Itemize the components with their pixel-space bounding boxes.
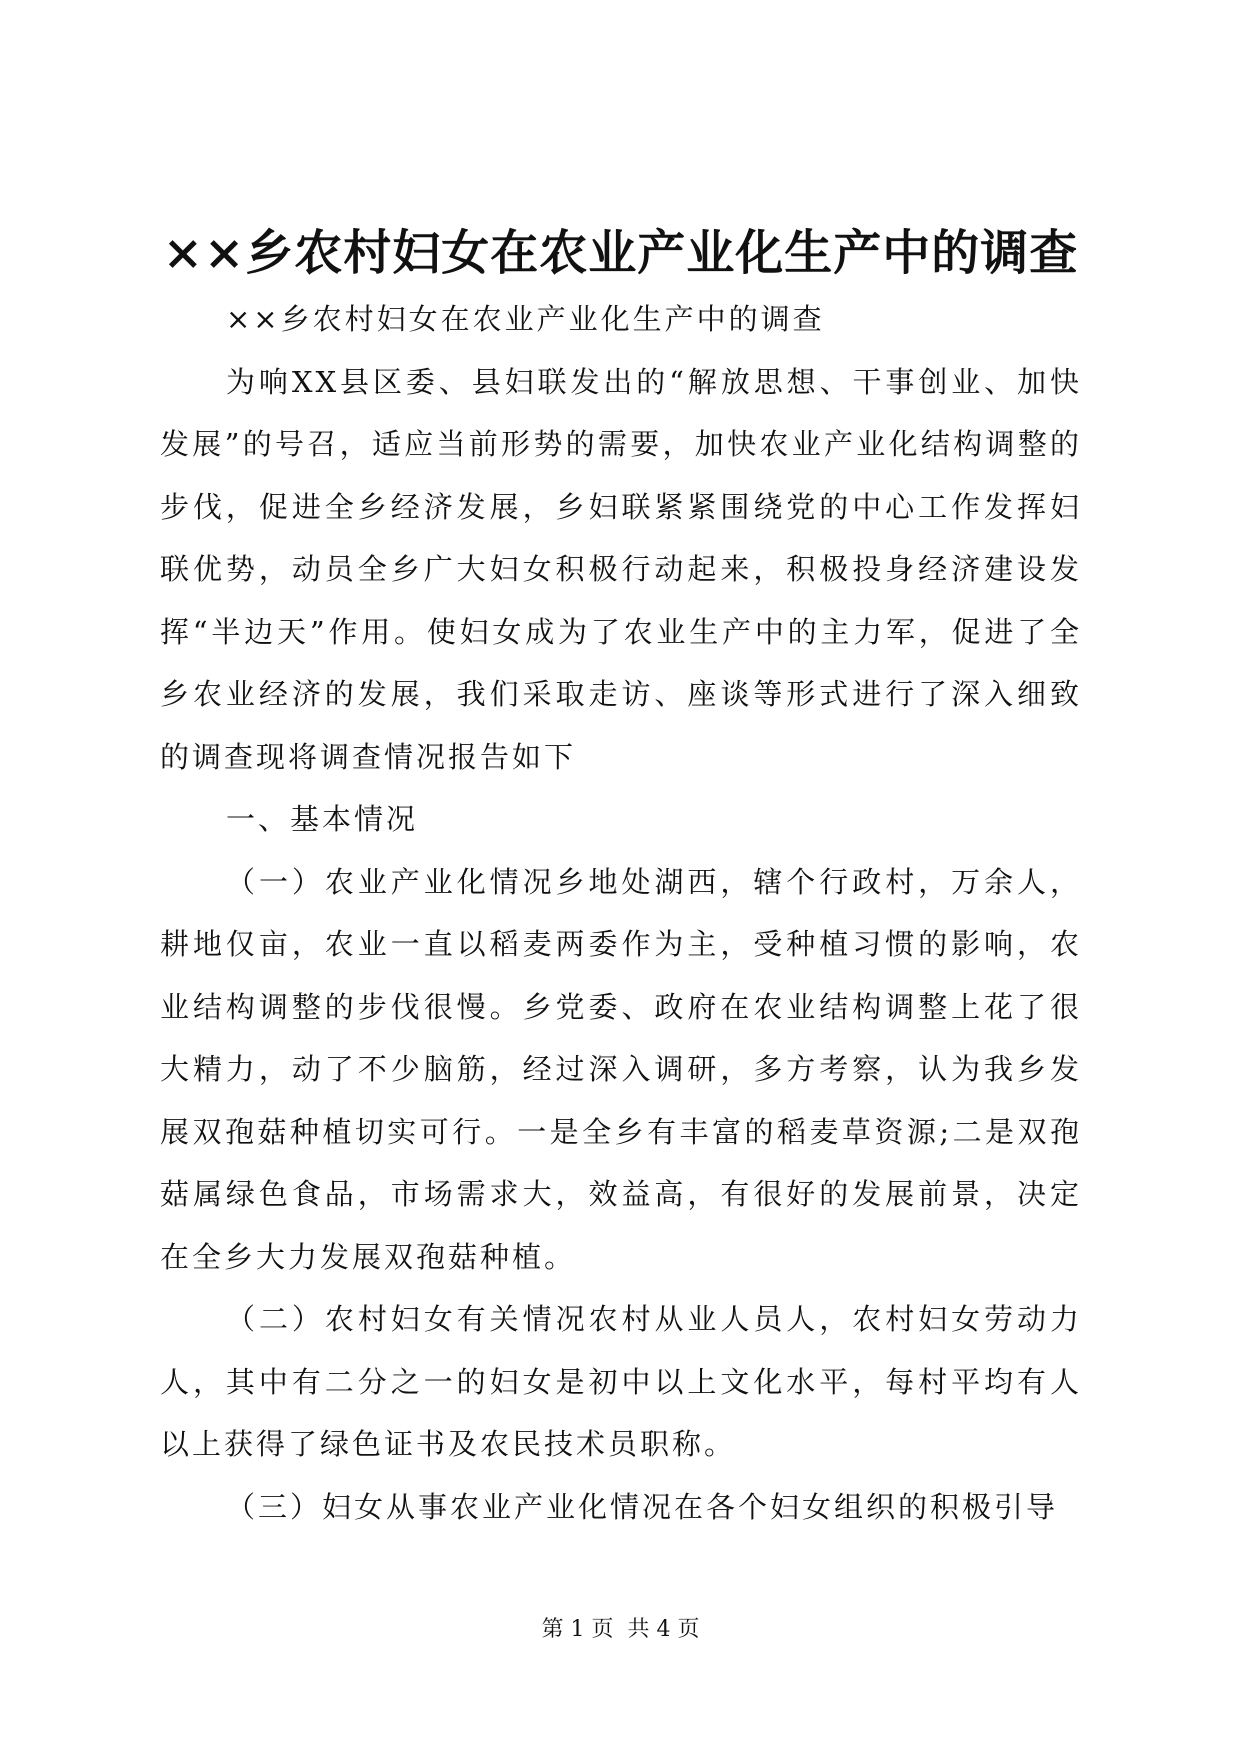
page-number-text: 第 1 页 共 4 页: [541, 1617, 700, 1642]
document-body: [160, 288, 1082, 1538]
page-number-footer: [0, 1615, 1241, 1645]
document-title: ××乡农村妇女在农业产业化生产中的调查: [162, 225, 1079, 281]
body-paragraph-subtitle: ××乡农村妇女在农业产业化生产中的调查: [226, 302, 825, 336]
body-paragraph-women: （二）农村妇女有关情况农村从业人员人，农村妇女劳动力人，其中有二分之一的妇女是初中以上文化水平，每村平均有人以上获得了绿色证书及农民技术员职称。: [160, 1302, 1082, 1461]
body-paragraph-intro: 为响XX县区委、县妇联发出的“解放思想、干事创业、加快发展”的号召，适应当前形势的需要，加快农业产业化结构调整的步伐，促进全乡经济发展，乡妇联紧紧围绕党的中心工作发挥妇联优势，动员全乡广大妇女积极行动起来，积极投身经济建设发挥“半边天”作用。使妇女成为了农业生产中的主力军，促进了全乡农业经济的发展，我们采取走访、座谈等形式进行了深入细致的调查现将调查情况报告如下: [160, 364, 1082, 774]
section-heading-basic-situation: 一、基本情况: [226, 802, 419, 836]
body-paragraph-agriculture: （一）农业产业化情况乡地处湖西，辖个行政村，万余人，耕地仅亩，农业一直以稻麦两委作为主，受种植习惯的影响，农业结构调整的步伐很慢。乡党委、政府在农业结构调整上花了很大精力，动了不少脑筋，经过深入调研，多方考察，认为我乡发展双孢菇种植切实可行。一是全乡有丰富的稻麦草资源;二是双孢菇属绿色食品，市场需求大，效益高，有很好的发展前景，决定在全乡大力发展双孢菇种植。: [160, 864, 1082, 1274]
body-paragraph-women-industry: （三）妇女从事农业产业化情况在各个妇女组织的积极引导: [226, 1489, 1059, 1524]
